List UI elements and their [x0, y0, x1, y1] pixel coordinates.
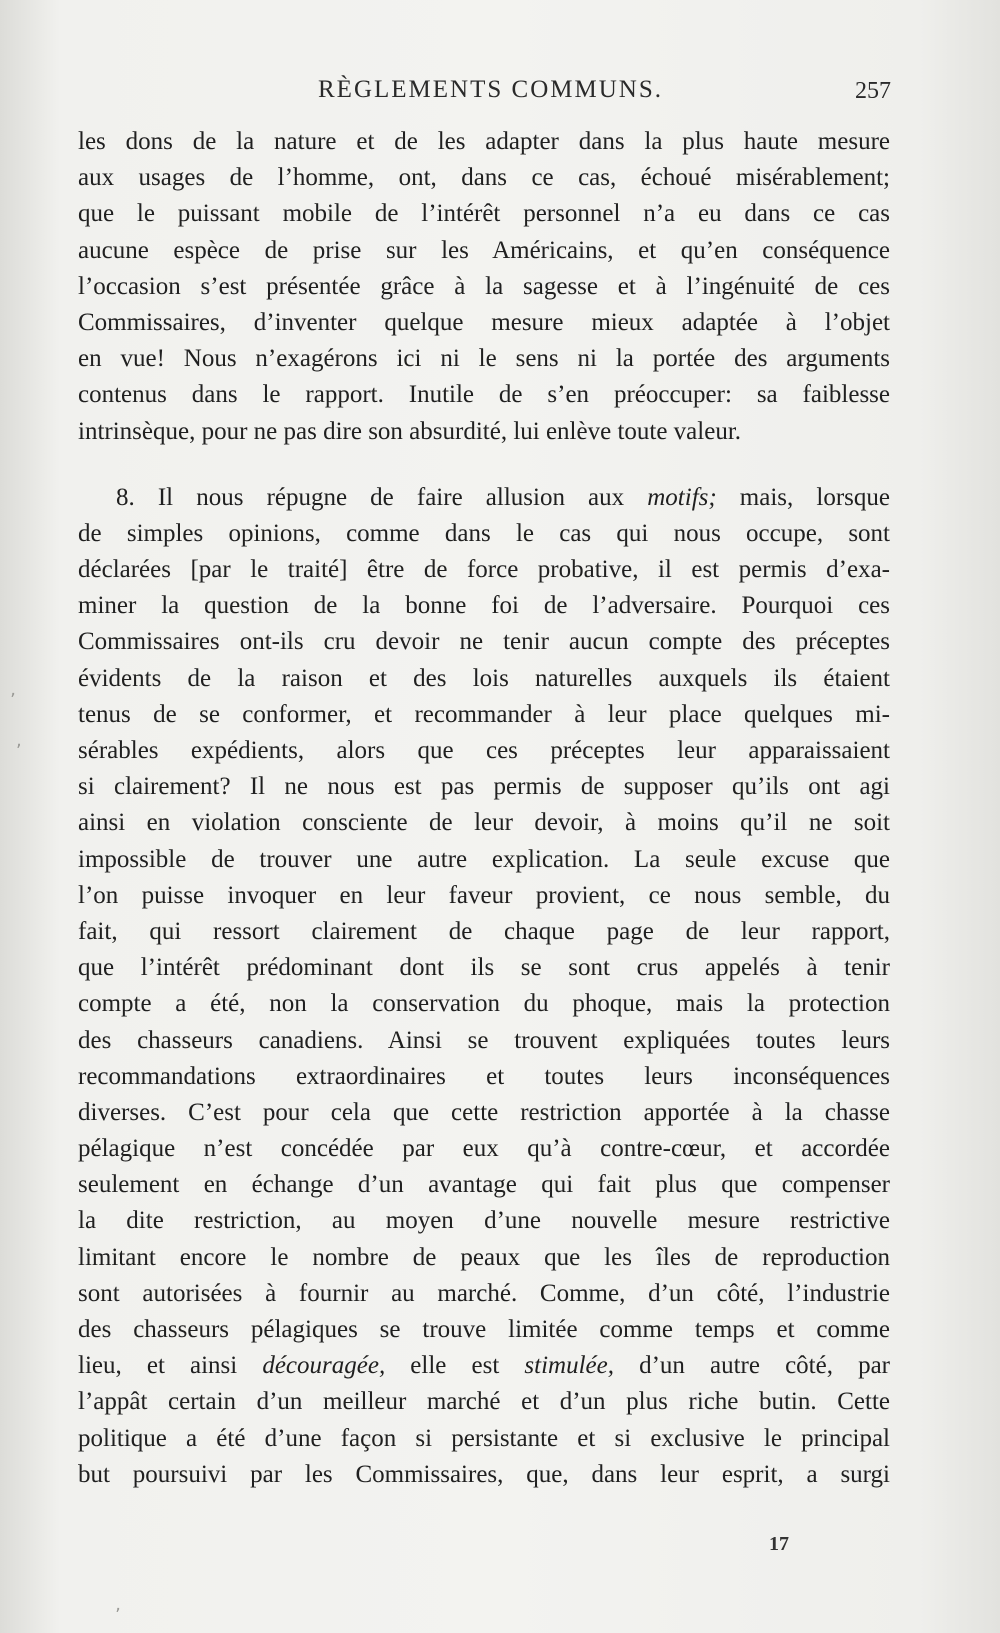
text-line: déclarées [par le traité] être de force probative, il est permis d’exa-: [78, 556, 890, 584]
text-line: fait, qui ressort clairement de chaque page de leur rapport,: [78, 917, 890, 945]
text-line: compte a été, non la conservation du phoque, mais la protection: [78, 990, 890, 1018]
text-line: aux usages de l’homme, ont, dans ce cas, échoué misérablement;: [78, 164, 890, 192]
text-line: Commissaires ont-ils cru devoir ne tenir aucun compte des préceptes: [78, 628, 890, 656]
text-line: les dons de la nature et de les adapter dans la plus haute mesure: [78, 128, 890, 155]
text-line: miner la question de la bonne foi de l’adversaire. Pourquoi ces: [78, 592, 890, 620]
text-line: [78, 1348, 890, 1384]
text-line: ainsi en violation consciente de leur devoir, à moins qu’il ne soit: [78, 809, 890, 837]
text-line: en vue! Nous n’exagérons ici ni le sens ni la portée des arguments: [78, 345, 890, 373]
body-text: [78, 124, 890, 1493]
text-line: contenus dans le rapport. Inutile de s’en préoccuper: sa faiblesse: [78, 381, 890, 409]
text-line: que l’intérêt prédominant dont ils se sont crus appelés à tenir: [78, 954, 890, 982]
text-fragment: 8. Il nous répugne de faire allusion aux: [116, 483, 648, 511]
printer-signature: 17: [769, 1533, 789, 1555]
text-line: impossible de trouver une autre explication. La seule excuse que: [78, 845, 890, 873]
text-line: seulement en échange d’un avantage qui fait plus que compenser: [78, 1171, 890, 1199]
text-line: politique a été d’une façon si persistante et si exclusive le principal: [78, 1424, 890, 1452]
text-fragment: elle est: [385, 1352, 525, 1380]
text-line: des chasseurs canadiens. Ainsi se trouvent expliquées toutes leurs: [78, 1026, 890, 1054]
text-line: si clairement? Il ne nous est pas permis de supposer qu’ils ont agi: [78, 773, 890, 801]
italic-word: stimulée,: [524, 1352, 614, 1380]
page-number: 257: [855, 78, 891, 104]
italic-word: découragée,: [262, 1352, 386, 1380]
text-line: sérables expédients, alors que ces préceptes leur apparaissaient: [78, 737, 890, 764]
margin-speck: ,: [16, 730, 22, 751]
text-line: recommandations extraordinaires et toutes leurs inconséquences: [78, 1062, 890, 1090]
text-line: diverses. C’est pour cela que cette restriction apportée à la chasse: [78, 1098, 890, 1126]
italic-word: motifs;: [647, 483, 717, 511]
text-line: l’occasion s’est présentée grâce à la sagesse et à l’ingénuité de ces: [78, 272, 890, 300]
text-line: que le puissant mobile de l’intérêt personnel n’a eu dans ce cas: [78, 200, 890, 228]
text-line: de simples opinions, comme dans le cas qui nous occupe, sont: [78, 519, 890, 547]
text-line: Commissaires, d’inventer quelque mesure mieux adaptée à l’objet: [78, 308, 890, 336]
text-line: la dite restriction, au moyen d’une nouvelle mesure restrictive: [78, 1207, 890, 1235]
text-line: [78, 480, 890, 516]
text-line: tenus de se conformer, et recommander à leur place quelques mi-: [78, 700, 890, 728]
paragraph-2: [78, 480, 890, 1493]
text-line: l’appât certain d’un meilleur marché et d’un plus riche butin. Cette: [78, 1388, 890, 1416]
text-fragment: d’un autre côté, par: [613, 1352, 890, 1380]
text-line: aucune espèce de prise sur les Américains, et qu’en conséquence: [78, 236, 890, 264]
margin-speck: ʼ: [10, 690, 16, 711]
text-line: l’on puisse invoquer en leur faveur provient, ce nous semble, du: [78, 881, 890, 909]
paragraph-1: [78, 124, 890, 450]
text-line: intrinsèque, pour ne pas dire son absurdité, lui enlève toute valeur.: [78, 417, 742, 445]
paragraph-gap: [78, 450, 890, 480]
text-fragment: lieu, et ainsi: [78, 1352, 263, 1380]
text-line: évidents de la raison et des lois naturelles auxquels ils étaient: [78, 664, 890, 692]
text-line: pélagique n’est concédée par eux qu’à contre-cœur, et accordée: [78, 1135, 890, 1163]
text-fragment: mais, lorsque: [716, 483, 890, 511]
running-head: [0, 76, 1000, 116]
text-line: but poursuivi par les Commissaires, que, dans leur esprit, a surgi: [78, 1460, 890, 1488]
margin-speck: ʼ: [115, 1605, 121, 1626]
text-line: limitant encore le nombre de peaux que les îles de reproduction: [78, 1243, 890, 1271]
text-line: des chasseurs pélagiques se trouve limitée comme temps et comme: [78, 1316, 890, 1343]
page-title: RÈGLEMENTS COMMUNS.: [318, 76, 663, 103]
text-line: sont autorisées à fournir au marché. Comme, d’un côté, l’industrie: [78, 1279, 890, 1307]
